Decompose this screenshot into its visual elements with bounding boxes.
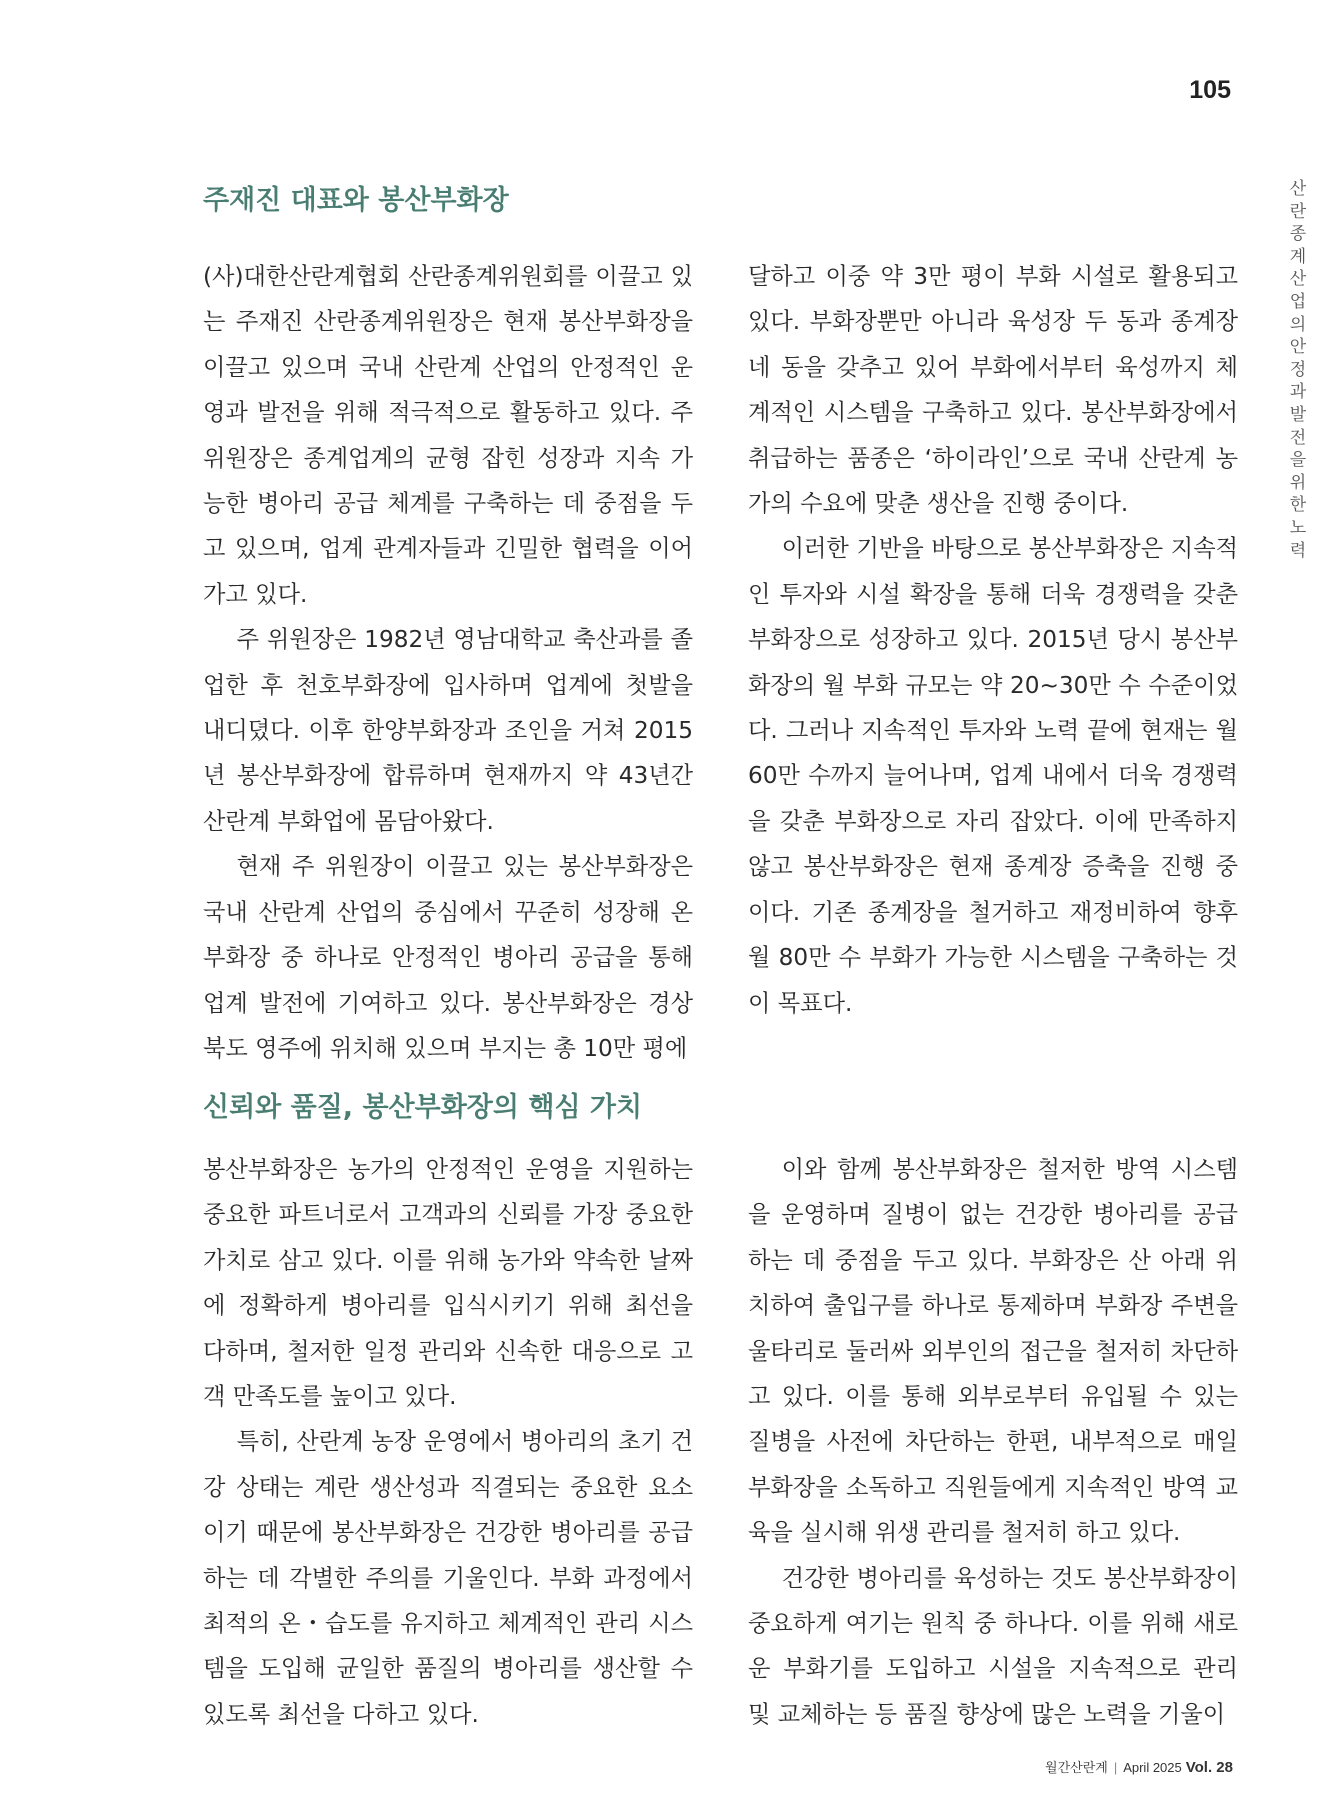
page-number: 105 <box>1189 76 1231 104</box>
paragraph: 특히, 산란계 농장 운영에서 병아리의 초기 건강 상태는 계란 생산성과 직결되는 중요한 요소이기 때문에 봉산부화장은 건강한 병아리를 공급하는 데 각별한 주의를 기울인다. 부화 과정에서 최적의 온・습도를 유지하고 체계적인 관리 시스템을 도입해 균일한 품질의 병아리를 생산할 수 있도록 최선을 다하고 있다. <box>203 1428 693 1728</box>
section2-left-column <box>203 1147 693 1737</box>
paragraph: 현재 주 위원장이 이끌고 있는 봉산부화장은 국내 산란계 산업의 중심에서 꾸준히 성장해 온 부화장 중 하나로 안정적인 병아리 공급을 통해 업계 발전에 기여하고 있다. 봉산부화장은 경상북도 영주에 위치해 있으며 부지는 총 10만 평에 <box>203 853 693 1062</box>
section-title-1: 주재진 대표와 봉산부화장 <box>203 185 509 216</box>
volume-number: Vol. 28 <box>1185 1759 1233 1776</box>
paragraph: (사)대한산란계협회 산란종계위원회를 이끌고 있는 주재진 산란종계위원장은 현재 봉산부화장을 이끌고 있으며 국내 산란계 산업의 안정적인 운영과 발전을 위해 적극적으로 활동하고 있다. 주 위원장은 종계업계의 균형 잡힌 성장과 지속 가능한 병아리 공급 체계를 구축하는 데 중점을 두고 있으며, 업계 관계자들과 긴밀한 협력을 이어가고 있다. <box>203 263 693 608</box>
paragraph: 달하고 이중 약 3만 평이 부화 시설로 활용되고 있다. 부화장뿐만 아니라 육성장 두 동과 종계장 네 동을 갖추고 있어 부화에서부터 육성까지 체계적인 시스템을 구축하고 있다. 봉산부화장에서 취급하는 품종은 ‘하이라인’으로 국내 산란계 농가의 수요에 맞춘 생산을 진행 중이다. <box>748 263 1238 518</box>
section1-left-column <box>203 254 693 1071</box>
paragraph: 이러한 기반을 바탕으로 봉산부화장은 지속적인 투자와 시설 확장을 통해 더욱 경쟁력을 갖춘 부화장으로 성장하고 있다. 2015년 당시 봉산부화장의 월 부화 규모는 약 20~30만 수 수준이었다. 그러나 지속적인 투자와 노력 끝에 현재는 월 60만 수까지 늘어나며, 업계 내에서 더욱 경쟁력을 갖춘 부화장으로 자리 잡았다. 이에 만족하지 않고 봉산부화장은 현재 종계장 증축을 진행 중이다. 기존 종계장을 철거하고 재정비하여 향후 월 80만 수 부화가 가능한 시스템을 구축하는 것이 목표다. <box>748 535 1238 1017</box>
issue-date: April 2025 <box>1123 1760 1182 1775</box>
footer-separator: | <box>1113 1760 1118 1775</box>
section2-right-column <box>748 1147 1238 1737</box>
paragraph: 이와 함께 봉산부화장은 철저한 방역 시스템을 운영하며 질병이 없는 건강한 병아리를 공급하는 데 중점을 두고 있다. 부화장은 산 아래 위치하여 출입구를 하나로 통제하며 부화장 주변을 울타리로 둘러싸 외부인의 접근을 철저히 차단하고 있다. 이를 통해 외부로부터 유입될 수 있는 질병을 사전에 차단하는 한편, 내부적으로 매일 부화장을 소독하고 직원들에게 지속적인 방역 교육을 실시해 위생 관리를 철저히 하고 있다. <box>748 1156 1238 1547</box>
section-title-2: 신뢰와 품질, 봉산부화장의 핵심 가치 <box>203 1092 643 1123</box>
magazine-name: 월간산란계 <box>1045 1760 1108 1775</box>
paragraph: 봉산부화장은 농가의 안정적인 운영을 지원하는 중요한 파트너로서 고객과의 신뢰를 가장 중요한 가치로 삼고 있다. 이를 위해 농가와 약속한 날짜에 정확하게 병아리를 입식시키기 위해 최선을 다하며, 철저한 일정 관리와 신속한 대응으로 고객 만족도를 높이고 있다. <box>203 1156 693 1411</box>
paragraph: 건강한 병아리를 육성하는 것도 봉산부화장이 중요하게 여기는 원칙 중 하나다. 이를 위해 새로운 부화기를 도입하고 시설을 지속적으로 관리 및 교체하는 등 품질 향상에 많은 노력을 기울이 <box>748 1564 1238 1728</box>
side-tab-title: 산란종계 산업의 안정과 발전을 위한 노력 <box>1289 179 1307 561</box>
paragraph: 주 위원장은 1982년 영남대학교 축산과를 졸업한 후 천호부화장에 입사하며 업계에 첫발을 내디뎠다. 이후 한양부화장과 조인을 거쳐 2015년 봉산부화장에 합류하며 현재까지 약 43년간 산란계 부화업에 몸담아왔다. <box>203 626 693 835</box>
section1-right-column <box>748 254 1238 1026</box>
footer <box>1045 1757 1233 1776</box>
